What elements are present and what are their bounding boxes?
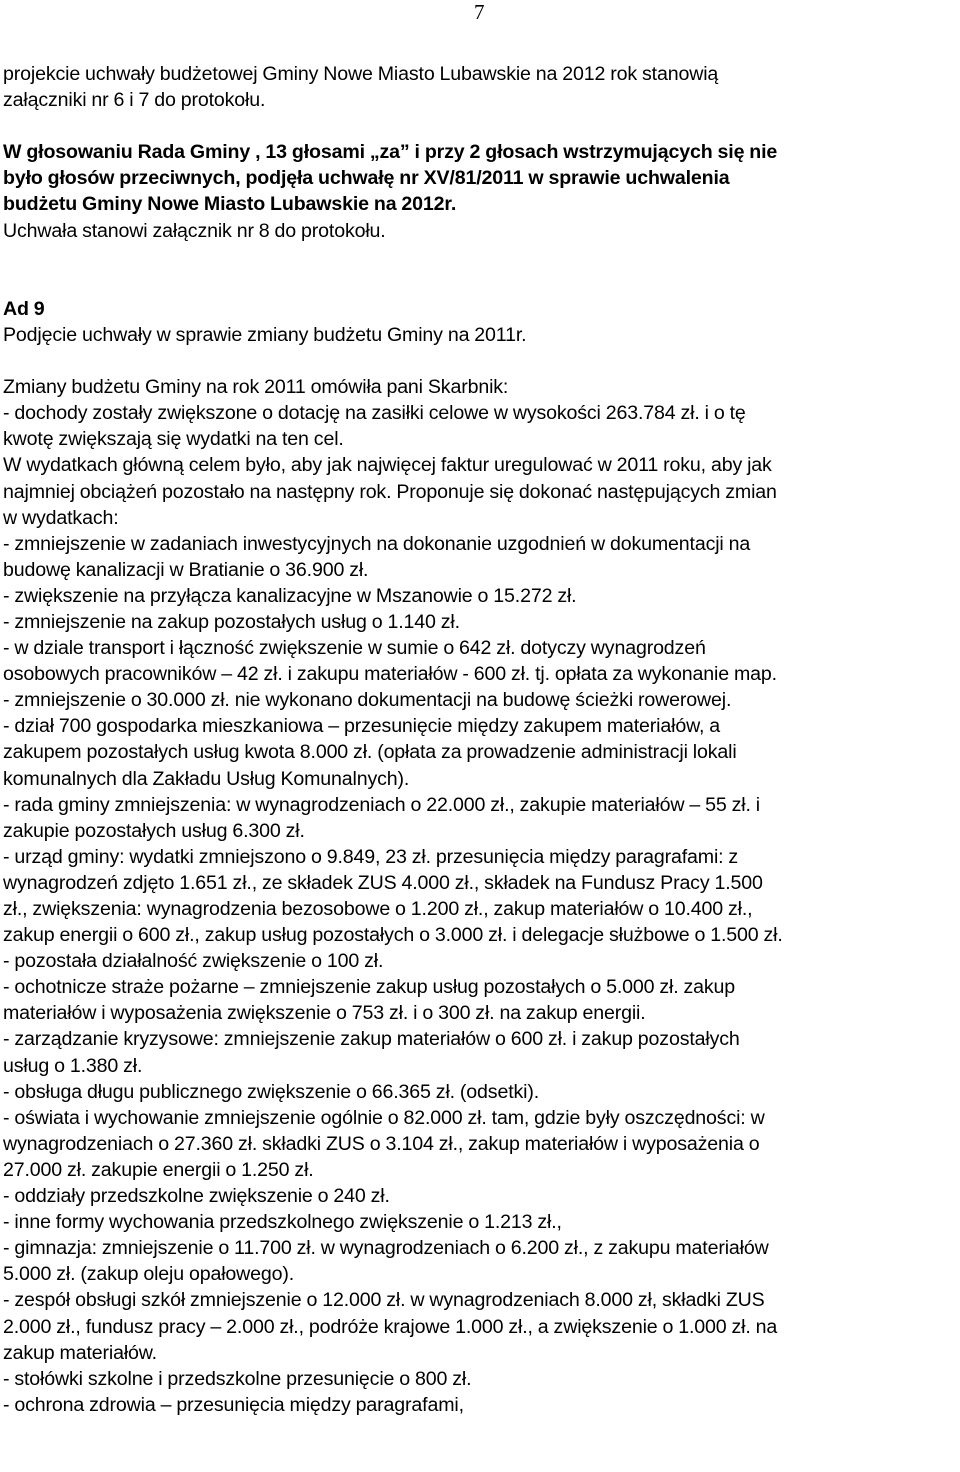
text-line: W wydatkach główną celem było, aby jak najwięcej faktur uregulować w 2011 roku, aby jak <box>3 454 772 477</box>
text-line: - inne formy wychowania przedszkolnego zwiększenie o 1.213 zł., <box>3 1211 562 1234</box>
budget-changes-list <box>3 374 957 1418</box>
text-line: projekcie uchwały budżetowej Gminy Nowe Miasto Lubawskie na 2012 rok stanowią <box>3 63 719 85</box>
text-line: - zmniejszenie w zadaniach inwestycyjnych na dokonanie uzgodnień w dokumentacji na <box>3 532 751 555</box>
text-line: - w dziale transport i łączność zwiększenie w sumie o 642 zł. dotyczy wynagrodzeń <box>3 637 706 660</box>
text-line: - ochrona zdrowia – przesunięcia między paragrafami, <box>3 1393 464 1416</box>
paragraph-gap <box>3 348 957 374</box>
text-line: - gimnazja: zmniejszenie o 11.700 zł. w wynagrodzeniach o 6.200 zł., z zakupu materiałów <box>3 1237 769 1260</box>
paragraph-gap <box>3 113 957 139</box>
text-line: - zmniejszenie o 30.000 zł. nie wykonano dokumentacji na budowę ścieżki rowerowej. <box>3 689 732 712</box>
text-line: - pozostała działalność zwiększenie o 100 zł. <box>3 950 384 973</box>
text-line: Zmiany budżetu Gminy na rok 2011 omówiła pani Skarbnik: <box>3 376 509 399</box>
paragraph-gap <box>3 244 957 270</box>
text-line: 5.000 zł. (zakup oleju opałowego). <box>3 1263 295 1286</box>
text-line: zakup materiałów. <box>3 1341 157 1364</box>
resolution-vote-line: budżetu Gminy Nowe Miasto Lubawskie na 2012r. <box>3 193 457 216</box>
text-line: budowę kanalizacji w Bratianie o 36.900 zł. <box>3 558 369 581</box>
text-line: zakupem pozostałych usług kwota 8.000 zł. (opłata za prowadzenie administracji lokali <box>3 741 737 764</box>
text-line: osobowych pracowników – 42 zł. i zakupu materiałów - 600 zł. tj. opłata za wykonanie map. <box>3 663 777 686</box>
text-line: - dział 700 gospodarka mieszkaniowa – przesunięcie między zakupem materiałów, a <box>3 715 721 738</box>
text-line: - rada gminy zmniejszenia: w wynagrodzeniach o 22.000 zł., zakupie materiałów – 55 zł. i <box>3 793 760 816</box>
text-line: w wydatkach: <box>3 506 119 529</box>
text-line: kwotę zwiększają się wydatki na ten cel. <box>3 428 344 451</box>
text-line: zakupie pozostałych usług 6.300 zł. <box>3 819 305 842</box>
text-line: - stołówki szkolne i przedszkolne przesunięcie o 800 zł. <box>3 1367 472 1390</box>
text-line: - obsługa długu publicznego zwiększenie o 66.365 zł. (odsetki). <box>3 1080 540 1103</box>
text-line: - urząd gminy: wydatki zmniejszono o 9.849, 23 zł. przesunięcia między paragrafami: z <box>3 845 739 868</box>
agenda-heading: Ad 9 <box>3 297 45 320</box>
page-number: 7 <box>474 0 485 24</box>
text-line: - dochody zostały zwiększone o dotację na zasiłki celowe w wysokości 263.784 zł. i o tę <box>3 402 746 425</box>
text-line: - zmniejszenie na zakup pozostałych usług o 1.140 zł. <box>3 610 460 633</box>
text-line: materiałów i wyposażenia zwiększenie o 753 zł. i o 300 zł. na zakup energii. <box>3 1002 646 1025</box>
text-line: - zarządzanie kryzysowe: zmniejszenie zakup materiałów o 600 zł. i zakup pozostałych <box>3 1028 740 1051</box>
text-line: zakup energii o 600 zł., zakup usług pozostałych o 3.000 zł. i delegacje służbowe o 1.500 zł. <box>3 924 783 947</box>
text-line: załączniki nr 6 i 7 do protokołu. <box>3 89 266 112</box>
paragraph-gap <box>3 270 957 296</box>
text-line: - zwiększenie na przyłącza kanalizacyjne w Mszanowie o 15.272 zł. <box>3 584 577 607</box>
text-line: zł., zwiększenia: wynagrodzenia bezosobowe o 1.200 zł., zakup materiałów o 10.400 zł., <box>3 898 753 920</box>
text-line: - oświata i wychowanie zmniejszenie ogólnie o 82.000 zł. tam, gdzie były oszczędności: w <box>3 1106 765 1129</box>
text-line: wynagrodzeń zdjęto 1.651 zł., ze składek ZUS 4.000 zł., składek na Fundusz Pracy 1.500 <box>3 871 763 894</box>
document-body <box>3 61 957 1418</box>
text-line: najmniej obciążeń pozostało na następny rok. Proponuje się dokonać następujących zmian <box>3 480 777 503</box>
text-line: usług o 1.380 zł. <box>3 1054 143 1077</box>
text-line: 2.000 zł., fundusz pracy – 2.000 zł., podróże krajowe 1.000 zł., a zwiększenie o 1.000 zł. na <box>3 1315 778 1338</box>
resolution-vote-line: W głosowaniu Rada Gminy , 13 głosami „za” i przy 2 głosach wstrzymujących się nie <box>3 141 778 164</box>
text-line: komunalnych dla Zakładu Usług Komunalnych). <box>3 767 410 790</box>
text-line: - ochotnicze straże pożarne – zmniejszenie zakup usług pozostałych o 5.000 zł. zakup <box>3 976 736 999</box>
text-line: - zespół obsługi szkół zmniejszenie o 12.000 zł. w wynagrodzeniach 8.000 zł, składki ZUS <box>3 1289 765 1312</box>
text-line: - oddziały przedszkolne zwiększenie o 240 zł. <box>3 1185 390 1208</box>
text-line: 27.000 zł. zakupie energii o 1.250 zł. <box>3 1158 314 1181</box>
resolution-vote-line: było głosów przeciwnych, podjęła uchwałę nr XV/81/2011 w sprawie uchwalenia <box>3 167 730 190</box>
agenda-subject: Podjęcie uchwały w sprawie zmiany budżetu Gminy na 2011r. <box>3 323 527 346</box>
resolution-note: Uchwała stanowi załącznik nr 8 do protokołu. <box>3 219 386 242</box>
text-line: wynagrodzeniach o 27.360 zł. składki ZUS o 3.104 zł., zakup materiałów i wyposażenia o <box>3 1132 760 1155</box>
